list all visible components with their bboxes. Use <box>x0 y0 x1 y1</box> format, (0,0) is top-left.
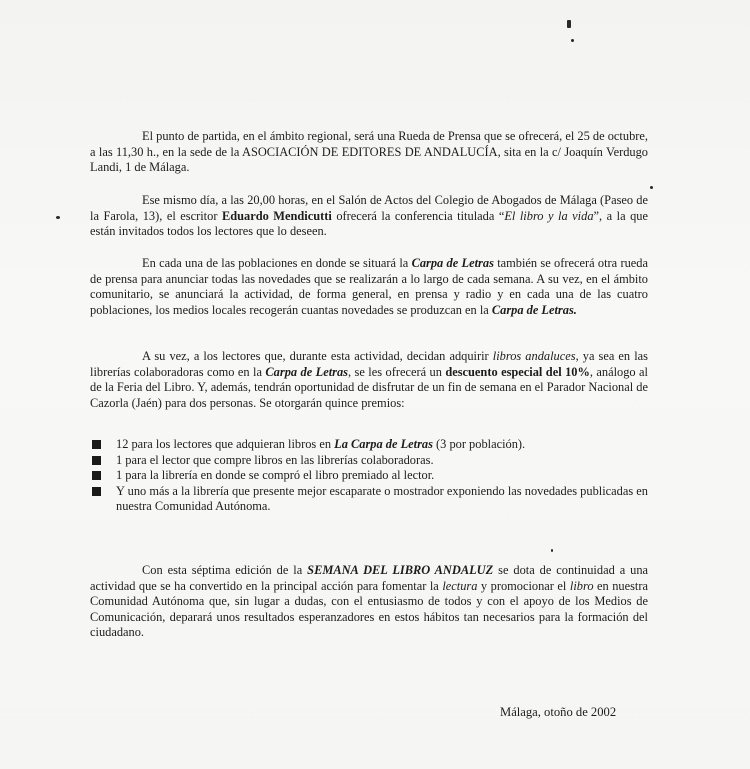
list-item: 1 para la librería en donde se compró el libro premiado al lector. <box>92 468 648 484</box>
bullet-square-icon <box>92 471 101 480</box>
bullet-square-icon <box>92 440 101 449</box>
ink-speck <box>551 549 553 552</box>
paragraph-carpa: En cada una de las poblaciones en donde se situará la Carpa de Letras también se ofrecerá otra rueda de prensa para anunciar todas las novedades que se realizarán a lo largo de cada semana. A su vez, en el ámbito comunitario, se anunciará la actividad, de forma general, en prensa y radio y en cada una de las cuatro poblaciones, los medios locales recogerán cuantas novedades se produzcan en la Carpa de Letras. <box>90 256 648 317</box>
list-item: 1 para el lector que compre libros en las librerías colaboradoras. <box>92 453 648 469</box>
ink-speck <box>56 216 60 219</box>
author-name: Eduardo Mendicutti <box>221 208 332 223</box>
ink-speck <box>650 186 653 189</box>
paragraph-conferencia: Ese mismo día, a las 20,00 horas, en el Salón de Actos del Colegio de Abogados de Málaga (Paseo de la Farola, 13), el escritor Eduardo Mendicutti ofrecerá la conferencia titulada “El libro y la vida”, a la que están invitados todos los lectores que lo deseen. <box>90 193 648 238</box>
list-item: Y uno más a la librería que presente mejor escaparate o mostrador exponiendo las novedades publicadas en nuestra Comunidad Autónoma. <box>92 484 648 515</box>
bullet-square-icon <box>92 487 101 496</box>
event-name: SEMANA DEL LIBRO ANDALUZ <box>307 563 494 577</box>
ink-speck <box>567 20 571 28</box>
place-date-signature: Málaga, otoño de 2002 <box>500 705 617 719</box>
bullet-square-icon <box>92 456 101 465</box>
conference-title: El libro y la vida <box>504 208 594 223</box>
paragraph-premios: A su vez, a los lectores que, durante esta actividad, decidan adquirir libros andaluces, ya sea en las librerías colaboradoras como en la Carpa de Letras, se les ofrecerá un descuento especial del 10%, análogo al de la Feria del Libro. Y, además, tendrán oportunidad de disfrutar de un fin de semana en el Parador Nacional de Cazorla (Jaén) para dos personas. Se otorgarán quince premios: <box>90 349 648 410</box>
list-item: 12 para los lectores que adquieran libros en La Carpa de Letras (3 por población). <box>92 437 648 453</box>
paragraph-conclusion: Con esta séptima edición de la SEMANA DEL LIBRO ANDALUZ se dota de continuidad a una actividad que se ha convertido en la principal acción para fomentar la lectura y promocionar el libro en nuestra Comunidad Autónoma que, sin lugar a dudas, con el entusiasmo de todos y con el apoyo de los Medios de Comunicación, deparará unos resultados esperanzadores en estos hábitos tan necesarios para la formación del ciudadano. <box>90 563 649 639</box>
prize-list <box>92 437 648 515</box>
discount-text: descuento especial del 10% <box>445 364 590 379</box>
paragraph-rueda-prensa: El punto de partida, en el ámbito regional, será una Rueda de Prensa que se ofrecerá, el 25 de octubre, a las 11,30 h., en la sede de la ASOCIACIÓN DE EDITORES DE ANDALUCÍA, sita en la c/ Joaquín Verdugo Landi, 1 de Málaga. <box>90 129 648 174</box>
ink-speck <box>571 39 574 42</box>
